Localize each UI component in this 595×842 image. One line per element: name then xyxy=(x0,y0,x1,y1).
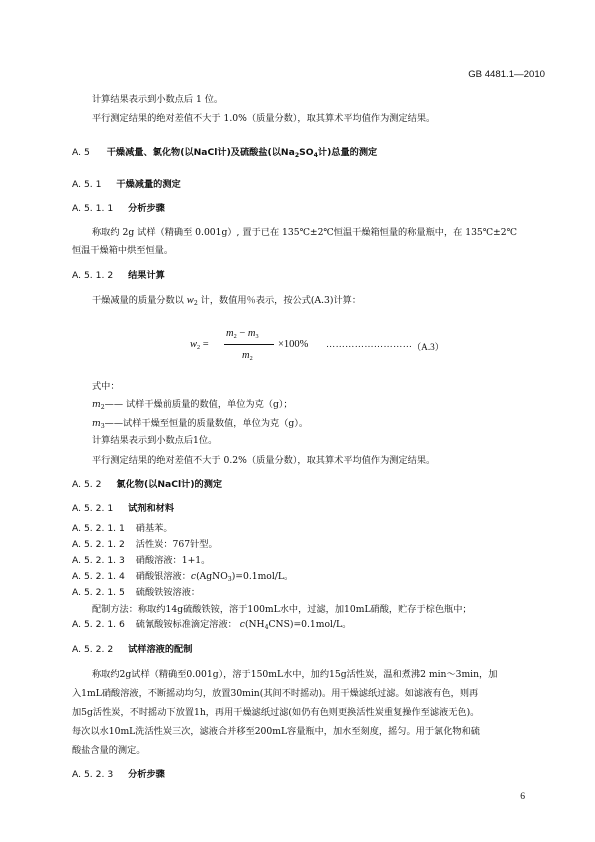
symbol: w xyxy=(186,295,194,306)
page-header: GB 4481.1—2010 xyxy=(468,69,545,80)
formula-lhs: $w_2$ = xyxy=(190,339,209,351)
subscript: 2 xyxy=(294,152,300,159)
section-number: A. 5. 1 xyxy=(72,179,102,190)
formula-multiplier: ×100% xyxy=(278,339,309,350)
fraction-bar xyxy=(224,344,274,345)
text-line: 平行测定结果的绝对差值不大于 0.2%（质量分数），取其算术平均值作为测定结果。 xyxy=(92,455,436,466)
section-number: A. 5. 2. 2 xyxy=(72,644,114,655)
text-line: 加5g活性炭，不时摇动下放置1h，再用干燥滤纸过滤(如仍有色则更换活性炭重复操作至滤液无色)。 xyxy=(72,707,480,718)
section-heading-a5 xyxy=(72,148,377,157)
item-number: A. 5. 2. 1. 1 xyxy=(72,523,125,534)
item-number: A. 5. 2. 1. 4 xyxy=(72,571,125,582)
section-title: 分析步骤 xyxy=(128,769,165,780)
text-line: 入1mL硝酸溶液，不断摇动均匀，放置30min(其间不时摇动)。用干燥滤纸过滤。如滤液有色，则再 xyxy=(72,688,479,699)
section-number: A. 5. 1. 2 xyxy=(72,270,114,281)
list-item xyxy=(72,620,351,629)
section-title: 干燥减量、氯化物(以NaCl计)及硫酸盐(以$Na_2SO_4$计)总量的测定 xyxy=(106,147,378,159)
subscript: 2 xyxy=(193,300,198,307)
symbol: c xyxy=(190,571,197,582)
item-text: 硫氰酸铵标准滴定溶液： $c(NH_4CNS)=0.1mol/L$。 xyxy=(135,619,352,631)
item-text: 硫酸铁铵溶液： xyxy=(135,587,201,598)
section-heading-a52 xyxy=(72,480,222,489)
list-item xyxy=(72,524,173,533)
section-number: A. 5. 2 xyxy=(72,479,102,490)
subscript: 4 xyxy=(313,152,318,159)
text-line: 计算结果表示到小数点后 1 位。 xyxy=(92,94,224,105)
subscript: 4 xyxy=(264,624,269,631)
list-item xyxy=(72,588,200,597)
text-line: 干燥减量的质量分数以 $w_2$ 计，数值用％表示，按公式(A.3)计算： xyxy=(92,295,362,307)
section-number: A. 5. 2. 1 xyxy=(72,503,114,514)
symbol: m xyxy=(92,399,101,410)
item-text: 硝酸溶液：1+1。 xyxy=(135,555,211,566)
item-text: 活性炭：767针型。 xyxy=(135,539,218,550)
section-title: 分析步骤 xyxy=(128,203,165,214)
section-heading-a51 xyxy=(72,180,181,189)
item-text: 硝基苯。 xyxy=(135,523,173,534)
section-heading-a512 xyxy=(72,271,165,280)
text-line: 称取约 2g 试样（精确至 0.001g）, 置于已在 135℃±2℃恒温干燥箱恒量的称量瓶中，在 135℃±2℃ xyxy=(92,227,517,238)
list-item xyxy=(72,572,293,581)
subscript: 3 xyxy=(227,576,232,583)
text-line: 每次以水10mL洗活性炭三次，滤液合并移至200mL容量瓶中，加水至刻度，摇匀。用于氯化物和硫 xyxy=(72,726,480,737)
list-item xyxy=(72,540,218,549)
item-number: A. 5. 2. 1. 2 xyxy=(72,539,125,550)
formula-number: （A.3） xyxy=(412,342,444,352)
text-line: 平行测定结果的绝对差值不大于 1.0%（质量分数），取其算术平均值作为测定结果。 xyxy=(92,113,436,124)
subscript: 3 xyxy=(100,423,105,430)
text-line: 配制方法：称取约14g硫酸铁铵，溶于100mL水中，过滤，加10mL硝酸，贮存于棕色瓶中； xyxy=(92,604,472,615)
definition-m3: $m_3——$试样干燥至恒量的质量数值，单位为克（g）。 xyxy=(92,418,309,430)
section-number: A. 5. 1. 1 xyxy=(72,203,114,214)
formula-numerator: $m_2 - m_3$ xyxy=(226,328,259,340)
text-line: 式中： xyxy=(92,381,120,392)
text-line: 酸盐含量的测定。 xyxy=(72,745,146,756)
section-heading-a521 xyxy=(72,504,174,513)
symbol: c xyxy=(239,619,245,630)
section-title: 试剂和材料 xyxy=(128,503,175,514)
text-line: 恒温干燥箱中烘至恒量。 xyxy=(72,245,174,256)
item-text: 硝酸银溶液：c(AgNO$_3$)=0.1mol/L。 xyxy=(135,571,294,583)
section-heading-a523 xyxy=(72,770,165,779)
text-line: 计算结果表示到小数点后1位。 xyxy=(92,435,218,446)
section-title: 干燥减量的测定 xyxy=(116,179,181,190)
formula-a3 xyxy=(190,324,490,368)
section-title: 氯化物(以NaCl计)的测定 xyxy=(116,479,223,490)
section-number: A. 5. 2. 3 xyxy=(72,769,114,780)
symbol: m xyxy=(92,418,101,429)
section-title: 试样溶液的配制 xyxy=(128,644,193,655)
section-heading-a511 xyxy=(72,204,165,213)
item-number: A. 5. 2. 1. 5 xyxy=(72,587,125,598)
list-item xyxy=(72,556,210,565)
item-number: A. 5. 2. 1. 3 xyxy=(72,555,125,566)
leader-dots: ……………………… xyxy=(326,339,413,349)
section-number: A. 5 xyxy=(72,147,90,158)
definition-m2: $m_2——$ 试样干燥前质量的数值，单位为克（g）； xyxy=(92,399,293,411)
page-number: 6 xyxy=(520,791,525,802)
item-number: A. 5. 2. 1. 6 xyxy=(72,619,125,630)
text-line: 称取约2g试样（精确至0.001g），溶于150mL水中，加约15g活性炭，温和煮沸2 min～3min，加 xyxy=(92,669,498,680)
subscript: 2 xyxy=(100,404,105,411)
section-title: 结果计算 xyxy=(128,270,165,281)
formula-denominator: $m_2$ xyxy=(242,350,253,362)
section-heading-a522 xyxy=(72,645,192,654)
